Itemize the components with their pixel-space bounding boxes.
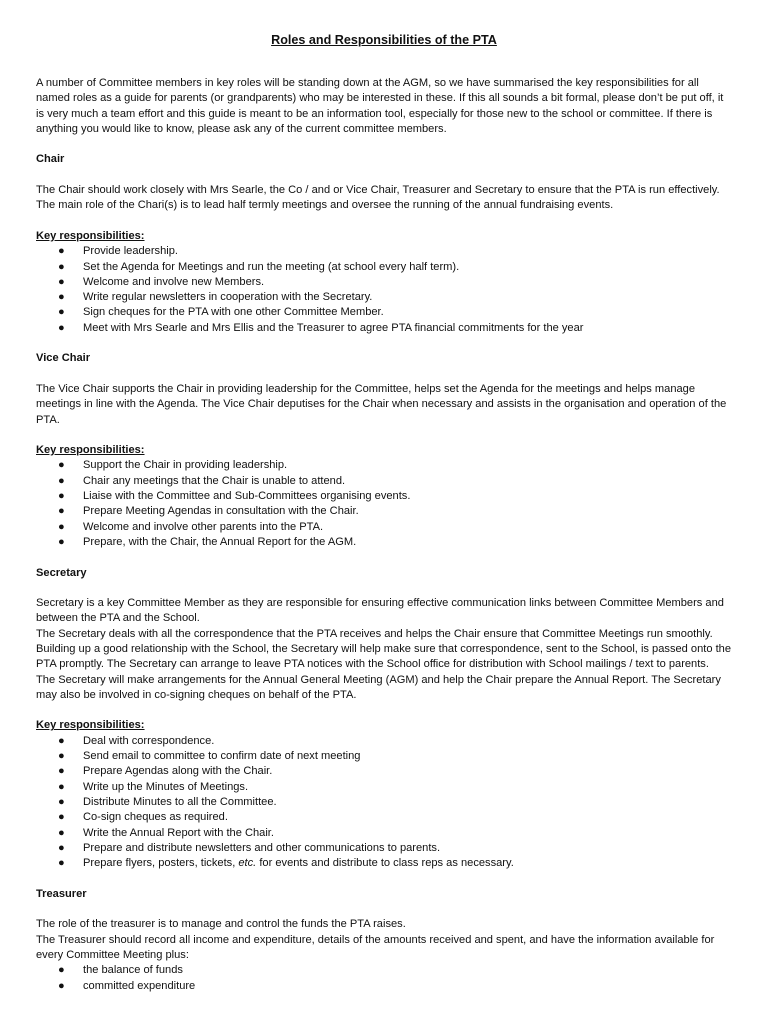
treasurer-list <box>36 963 732 994</box>
list-item: ● Prepare Meeting Agendas in consultation with the Chair. <box>36 504 732 519</box>
section-heading-secretary: Secretary <box>36 566 87 579</box>
bullet-icon: ● <box>58 520 65 533</box>
vice-chair-key-responsibilities-label: Key responsibilities: <box>36 444 145 457</box>
list-item: ● Meet with Mrs Searle and Mrs Ellis and the Treasurer to agree PTA financial commitments for the year <box>36 321 732 336</box>
list-item: ● Liaise with the Committee and Sub-Committees organising events. <box>36 489 732 504</box>
list-item: ● Set the Agenda for Meetings and run the meeting (at school every half term). <box>36 260 732 275</box>
secretary-key-responsibilities-label: Key responsibilities: <box>36 719 145 732</box>
page-title: Roles and Responsibilities of the PTA <box>271 33 497 47</box>
list-item: ● Prepare, with the Chair, the Annual Report for the AGM. <box>36 535 732 550</box>
secretary-description-3: The Secretary will make arrangements for the Annual General Meeting (AGM) and help the Chair prepare the Annual Report. The Secretary may also be involved in co-signing cheques on behalf of the PTA. <box>36 673 721 701</box>
bullet-icon: ● <box>58 459 65 472</box>
list-item: ● Chair any meetings that the Chair is unable to attend. <box>36 474 732 489</box>
list-item: ● Sign cheques for the PTA with one other Committee Member. <box>36 305 732 320</box>
bullet-icon: ● <box>58 260 65 273</box>
list-item: ● Distribute Minutes to all the Committee. <box>36 795 732 810</box>
bullet-icon: ● <box>58 811 65 824</box>
list-item: ● Deal with correspondence. <box>36 734 732 749</box>
list-item: ● Write up the Minutes of Meetings. <box>36 780 732 795</box>
list-item: ● Prepare flyers, posters, tickets, etc. for events and distribute to class reps as necessary. <box>36 856 732 871</box>
list-item: ● Provide leadership. <box>36 244 732 259</box>
chair-responsibilities-list <box>36 244 732 336</box>
section-heading-vice-chair: Vice Chair <box>36 352 91 365</box>
section-heading-treasurer: Treasurer <box>36 887 87 900</box>
bullet-icon: ● <box>58 321 65 334</box>
list-item: ● Support the Chair in providing leadership. <box>36 458 732 473</box>
list-item: ● Send email to committee to confirm date of next meeting <box>36 749 732 764</box>
vice-chair-responsibilities-list <box>36 458 732 550</box>
bullet-icon: ● <box>58 306 65 319</box>
chair-description: The Chair should work closely with Mrs Searle, the Co / and or Vice Chair, Treasurer and Secretary to ensure that the PTA is run effectively. The main role of the Chari(s) is to lead half termly meetings and oversee the running of the annual fundraising events. <box>36 184 720 212</box>
vice-chair-description: The Vice Chair supports the Chair in providing leadership for the Committee, helps set the Agenda for the meetings and helps manage meetings in line with the Agenda. The Vice Chair deputises for the Chair when necessary and assists in the organisation and operation of the PTA. <box>36 382 727 426</box>
bullet-icon: ● <box>58 857 65 870</box>
secretary-description-1: Secretary is a key Committee Member as they are responsible for ensuring effective communication links between Committee Members and between the PTA and the School. <box>36 597 724 625</box>
list-item: ● Co-sign cheques as required. <box>36 810 732 825</box>
treasurer-description-2: The Treasurer should record all income and expenditure, details of the amounts received and spent, and have the information available for every Committee Meeting plus: <box>36 933 715 961</box>
bullet-icon: ● <box>58 734 65 747</box>
list-item: ● Prepare and distribute newsletters and other communications to parents. <box>36 841 732 856</box>
bullet-icon: ● <box>58 245 65 258</box>
list-item: ● Write regular newsletters in cooperation with the Secretary. <box>36 290 732 305</box>
list-item: ● the balance of funds <box>36 963 732 978</box>
bullet-icon: ● <box>58 490 65 503</box>
bullet-icon: ● <box>58 474 65 487</box>
secretary-responsibilities-list <box>36 734 732 872</box>
bullet-icon: ● <box>58 826 65 839</box>
treasurer-description-1: The role of the treasurer is to manage and control the funds the PTA raises. <box>36 918 406 931</box>
list-item: ● Welcome and involve new Members. <box>36 275 732 290</box>
bullet-icon: ● <box>58 505 65 518</box>
intro-paragraph: A number of Committee members in key roles will be standing down at the AGM, so we have summarised the key responsibilities for all named roles as a guide for parents (or grandparents) who may be interested in these. If this all sounds a bit formal, please don’t be put off, it is very much a team effort and this guide is meant to be an information tool, especially for those new to the school or committee. If there is anything you would like to know, please ask any of the current committee members. <box>36 77 724 135</box>
chair-key-responsibilities-label: Key responsibilities: <box>36 229 145 242</box>
bullet-icon: ● <box>58 964 65 977</box>
list-item: ● Welcome and involve other parents into the PTA. <box>36 520 732 535</box>
bullet-icon: ● <box>58 780 65 793</box>
bullet-icon: ● <box>58 765 65 778</box>
secretary-description-2: The Secretary deals with all the correspondence that the PTA receives and helps the Chair ensure that Committee Meetings run smoothly. Building up a good relationship with the School, the Secretary will help make sure that correspondence, sent to the School, is passed onto the PTA promptly. The Secretary can arrange to leave PTA notices with the School office for distribution with School mailings / text to parents. <box>36 627 732 671</box>
bullet-icon: ● <box>58 841 65 854</box>
bullet-icon: ● <box>58 979 65 992</box>
list-item: ● committed expenditure <box>36 979 732 994</box>
bullet-icon: ● <box>58 750 65 763</box>
section-heading-chair: Chair <box>36 153 65 166</box>
bullet-icon: ● <box>58 291 65 304</box>
bullet-icon: ● <box>58 275 65 288</box>
bullet-icon: ● <box>58 795 65 808</box>
list-item: ● Write the Annual Report with the Chair. <box>36 826 732 841</box>
bullet-icon: ● <box>58 535 65 548</box>
list-item: ● Prepare Agendas along with the Chair. <box>36 764 732 779</box>
